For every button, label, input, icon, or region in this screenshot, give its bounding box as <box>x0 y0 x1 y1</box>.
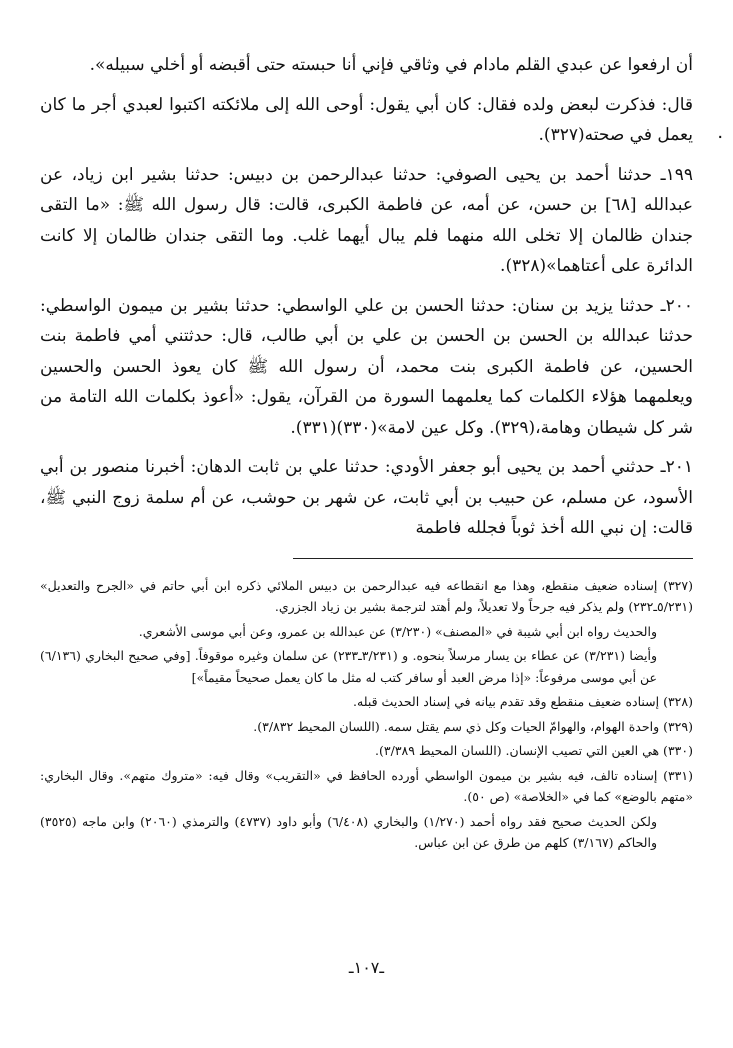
margin-mark: ٠ <box>715 126 725 147</box>
hadith-201: ٢٠١ـ حدثني أحمد بن يحيى أبو جعفر الأودي: حدثنا علي بن ثابت الدهان: أخبرنا منصور بن أبي الأسود، عن مسلم، عن حبيب بن أبي ثابت، عن شهر بن حوشب، عن أم سلمة زوج النبي ﷺ، قالت: إن نبي الله أخذ ثوباً فجلله فاطمة <box>40 457 693 538</box>
paragraph-continuation: أن ارفعوا عن عبدي القلم مادام في وثاقي فإني أنا حبسته حتى أقبضه أو أخلي سبيله». <box>89 55 693 75</box>
footnote-327-cont-1: والحديث رواه ابن أبي شيبة في «المصنف» (٣/٢٣٠) عن عبدالله بن عمرو، وعن أبي موسى الأشعري. <box>138 623 657 639</box>
footnote-327-cont-2: وأيضا (٣/٢٣١) عن عطاء بن يسار مرسلاً بنحوه. و (٣/٢٣١ـ٢٣٣) عن سلمان وغيره موقوفاً. [وفي صحيح البخاري (٦/١٣٦) عن أبي موسى مرفوعاً: «إذا مرض العبد أو سافر كتب له مثل ما كان يعمل صحيحاً مقيماً»] <box>40 648 657 685</box>
footnote-329: (٣٢٩) واحدة الهوام، والهوامّ الحيات وكل ذي سم يقتل سمه. (اللسان المحيط ٣/٨٣٢). <box>253 718 693 734</box>
footnote-separator <box>293 558 693 559</box>
page-number: ـ١٠٧ـ <box>348 958 385 977</box>
footnote-330: (٣٣٠) هي العين التي تصيب الإنسان. (اللسان المحيط ٣/٣٨٩). <box>375 743 693 758</box>
footnote-331: (٣٣١) إسناده تالف، فيه بشير بن ميمون الواسطي أورده الحافظ في «التقريب» وقال فيه: «متروك متهم». وقال البخاري: «متهم بالوضع» كما في «الخلاصة» (ص ٥٠). <box>40 767 693 804</box>
hadith-200: ٢٠٠ـ حدثنا يزيد بن سنان: حدثنا الحسن بن علي الواسطي: حدثنا بشير بن ميمون الواسطي: حدثنا عبدالله بن الحسن بن الحسن بن علي بن أبي طالب، قال: حدثتني أمي فاطمة بنت الحسين، عن فاطمة الكبرى بنت محمد، أن رسول الله ﷺ كان يعوذ الحسن والحسين ويعلمهما هؤلاء الكلمات كما يعلمهما السورة من القرآن، يقول: «أعوذ بكلمات الله التامة من شر كل شيطان وهامة،(٣٢٩). وكل عين لامة»(٣٣٠)(٣٣١). <box>40 295 693 438</box>
paragraph-quote: قال: فذكرت لبعض ولده فقال: كان أبي يقول: أوحى الله إلى ملائكته اكتبوا لعبدي أجر ما كان يعمل في صحته(٣٢٧). <box>40 94 693 145</box>
footnote-328: (٣٢٨) إسناده ضعيف منقطع وقد تقدم بيانه في إسناد الحديث قبله. <box>353 694 693 709</box>
footnote-331-cont: ولكن الحديث صحيح فقد رواه أحمد (١/٢٧٠) والبخاري (٦/٤٠٨) وأبو داود (٤٧٣٧) والترمذي (٢٠٦٠) وابن ماجه (٣٥٢٥) والحاكم (٣/١٦٧) كلهم من طرق عن ابن عباس. <box>40 813 657 850</box>
main-text <box>40 50 693 544</box>
footnotes <box>40 575 693 854</box>
hadith-199: ١٩٩ـ حدثنا أحمد بن يحيى الصوفي: حدثنا عبدالرحمن بن دبيس: حدثنا بشير ابن زياد، عن عبدالله [٦٨] بن حسن، عن أمه، عن فاطمة الكبرى، قالت: قال رسول الله ﷺ: «ما التقى جندان ظالمان إلا تخلى الله منهما فلم يبال أيهما غلب. وما التقى جندان ظالمان إلا كانت الدائرة على أعتاهما»(٣٢٨). <box>40 164 693 276</box>
footnote-327: (٣٢٧) إسناده ضعيف منقطع، وهذا مع انقطاعه فيه عبدالرحمن بن دبيس الملائي ذكره ابن أبي حاتم في «الجرح والتعديل» (٥/٢٣١ـ٢٣٢) ولم يذكر فيه جرحاً ولا تعديلاً، ولم أهتد لترجمة بشير بن زياد الجزري. <box>40 577 693 614</box>
